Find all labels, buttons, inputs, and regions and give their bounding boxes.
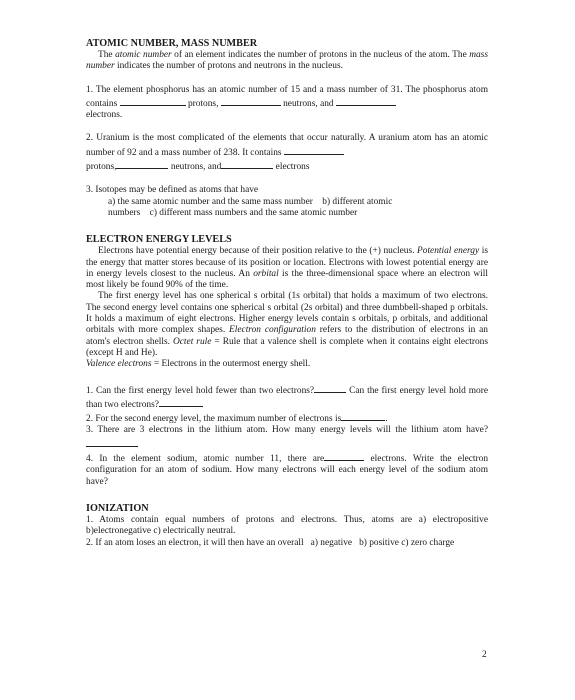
intro-text: of an element indicates the number of protons in the nucleus of the atom. The	[171, 50, 470, 60]
term-atomic-number: atomic number	[115, 50, 172, 60]
question-text: 3. There are 3 electrons in the lithium atom. How many energy levels will the lithium atom have?	[86, 425, 488, 436]
body-text: is the three-dimensional space where an electron will most likely be found 90% of the time.	[86, 268, 488, 291]
section-title-electron-energy: ELECTRON ENERGY LEVELS	[86, 234, 232, 246]
term-potential-energy: Potential energy	[417, 246, 480, 257]
question-text: 4. In the element sodium, atomic number 11, there are	[86, 454, 325, 465]
question-text: 1. Can the first energy level hold fewer than two electrons?	[86, 385, 315, 396]
body-text: refers to the distribution of electrons in an atom's electron shells.	[86, 325, 488, 347]
page-number: 2	[482, 650, 487, 660]
isotopes-options-line2: numbers c) different mass numbers and the same atomic number	[108, 207, 358, 218]
answer-blank[interactable]	[116, 159, 168, 169]
answer-blank[interactable]	[221, 96, 281, 106]
answer-blank[interactable]	[336, 96, 396, 106]
answer-blank[interactable]	[120, 96, 186, 106]
question-text: electrons. Write the electron configuration for an atom of sodium. How many electrons will each energy level of the sodium atom have?	[86, 454, 489, 487]
question-uranium	[86, 133, 488, 173]
body-text: The first energy level has one spherical s orbital (1s orbital) that holds a maximum of two electrons. The second energy level contains one spherical s orbital (2s orbital) and three dumbbell-shaped p orbitals. It holds a maximum of eight electrons. Higher energy levels contain s orbitals, p orbitals, and additional orbitals with more complex shapes.	[86, 291, 488, 336]
question-text: neutrons, and	[283, 98, 334, 109]
answer-blank[interactable]	[314, 383, 346, 393]
answer-blank[interactable]	[324, 451, 364, 461]
section-title-atomic-number: ATOMIC NUMBER, MASS NUMBER	[86, 38, 258, 49]
question-text: 1. The element phosphorus has an atomic number of 15 and a mass number of 31. The phosphorus atom contains	[86, 84, 488, 109]
answer-blank[interactable]	[221, 159, 273, 169]
energy-paragraph-1	[86, 246, 488, 291]
question-ionization-1: 1. Atoms contain equal numbers of protons and electrons. Thus, atoms are a) electropositive b)electronegative c) electrically neutral.	[86, 514, 488, 537]
question-text: electrons.	[86, 110, 123, 121]
term-mass-number: mass number	[86, 50, 488, 72]
question-text: .	[385, 414, 388, 425]
question-text: 2. For the second energy level, the maximum number of electrons is	[86, 414, 342, 425]
question-text: 2. Uranium is the most complicated of the elements that occur naturally. A uranium atom has an atomic number of 92 and a mass number of 238. It contains	[86, 133, 488, 158]
question-second-energy-level	[86, 411, 488, 425]
worksheet-page	[86, 38, 488, 549]
body-text: is the energy that matter stores because of its position or location. Electrons with lowest potential energy are in energy levels closest to the nucleus. An	[86, 246, 488, 279]
question-lithium	[86, 425, 488, 451]
question-text: protons,	[86, 162, 117, 173]
question-phosphorus	[86, 85, 488, 122]
term-valence-electrons: Valence electrons	[86, 359, 152, 370]
section-title-ionization: IONIZATION	[86, 502, 149, 514]
question-text: electrons	[275, 162, 310, 173]
answer-blank[interactable]	[159, 397, 203, 407]
question-isotopes: 3. Isotopes may be defined as atoms that have	[86, 185, 259, 196]
valence-definition	[86, 359, 488, 370]
intro-paragraph	[86, 50, 488, 73]
intro-text: The	[98, 50, 116, 60]
question-sodium	[86, 451, 488, 488]
question-text: neutrons, and	[170, 162, 222, 173]
question-text: protons,	[187, 98, 219, 109]
body-text: = Electrons in the outermost energy shell.	[151, 359, 311, 370]
body-text: = Rule that a valence shell is complete when it contains eight electrons (except H and He).	[86, 336, 489, 358]
question-text: Can the first energy level hold more than two electrons?	[86, 385, 488, 410]
term-electron-configuration: Electron configuration	[229, 325, 316, 336]
body-text: Electrons have potential energy because of their position relative to the (+) nucleus.	[98, 246, 418, 257]
energy-paragraph-2	[86, 291, 488, 359]
question-ionization-2: 2. If an atom loses an electron, it will then have an overall a) negative b) positive c) zero charge	[86, 537, 455, 548]
intro-text: indicates the number of protons and neutrons in the nucleus.	[114, 61, 343, 72]
term-orbital: orbital	[253, 268, 279, 279]
isotopes-options-line1: a) the same atomic number and the same mass number b) different atomic	[108, 196, 393, 207]
term-octet-rule: Octet rule	[173, 336, 212, 347]
answer-blank[interactable]	[86, 437, 138, 447]
answer-blank[interactable]	[341, 411, 385, 421]
question-first-energy-level	[86, 383, 488, 412]
answer-blank[interactable]	[284, 145, 344, 155]
